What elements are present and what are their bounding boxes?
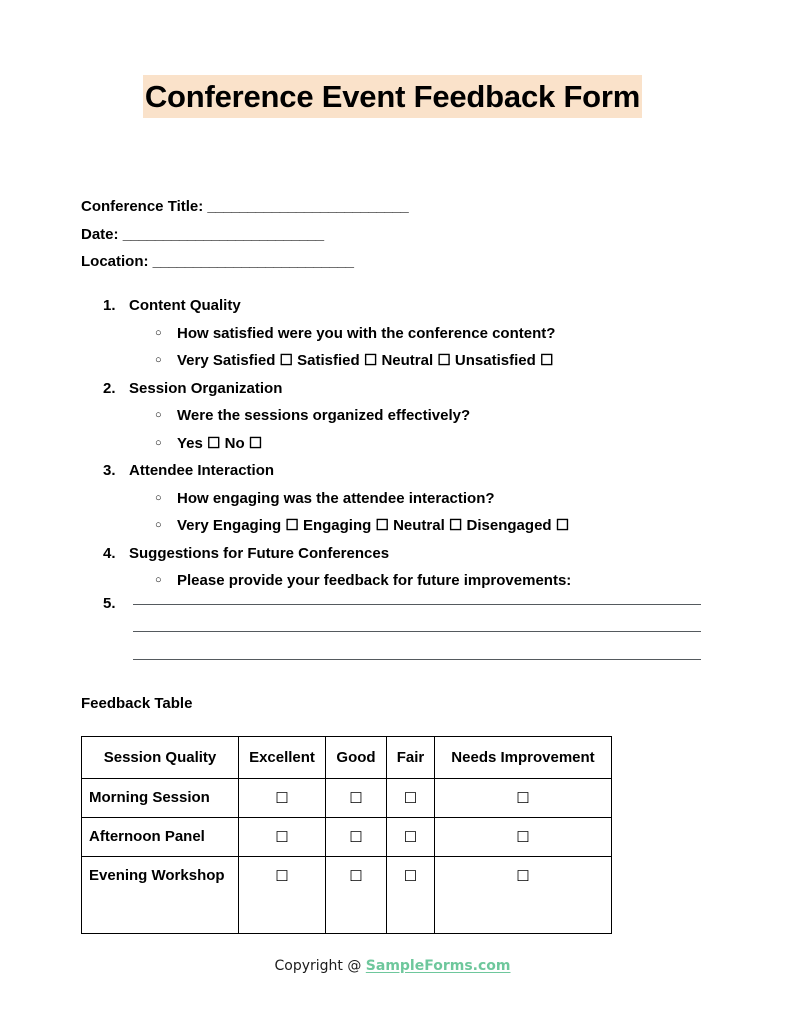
- checkbox-cell[interactable]: ☐: [326, 779, 387, 818]
- column-header-excellent: Excellent: [239, 737, 326, 779]
- circle-bullet-icon: ○: [155, 436, 162, 449]
- freeform-answer-lines[interactable]: [133, 604, 701, 660]
- question-number-5: 5.: [103, 595, 116, 612]
- question-subitem: [81, 567, 741, 595]
- question-item-2: [81, 375, 741, 458]
- copyright-text: Copyright @: [274, 958, 366, 974]
- circle-bullet-icon: ○: [155, 354, 162, 366]
- checkbox-cell[interactable]: ☐: [387, 779, 435, 818]
- question-number: 4.: [103, 544, 116, 562]
- column-header-session-quality: Session Quality: [82, 737, 239, 779]
- question-options-label[interactable]: Very Satisfied ☐ Satisfied ☐ Neutral ☐ Unsatisfied ☐: [177, 352, 554, 369]
- question-options: [81, 512, 741, 540]
- checkbox-cell[interactable]: ☐: [435, 779, 612, 818]
- question-subitem: [81, 402, 741, 430]
- question-subitem: [81, 485, 741, 513]
- circle-bullet-icon: ○: [155, 409, 162, 421]
- question-number: 2.: [103, 379, 116, 397]
- field-label: Conference Title:: [81, 198, 204, 215]
- field-conference-title: [81, 193, 408, 221]
- field-date: [81, 221, 408, 249]
- question-list: [81, 292, 741, 595]
- checkbox-cell[interactable]: ☐: [435, 857, 612, 934]
- column-header-good: Good: [326, 737, 387, 779]
- table-header-row: [82, 737, 612, 779]
- question-subitem-label: Please provide your feedback for future improvements:: [177, 572, 572, 589]
- question-number: 3.: [103, 462, 116, 479]
- checkbox-cell[interactable]: ☐: [239, 779, 326, 818]
- table-row: [82, 818, 612, 857]
- table-row: [82, 779, 612, 818]
- question-item-1: [81, 292, 741, 375]
- question-options: [81, 347, 741, 375]
- feedback-table: [81, 736, 612, 934]
- question-subitem-label: How satisfied were you with the conference content?: [177, 324, 556, 342]
- title-container: [0, 75, 785, 118]
- field-label: Date:: [81, 225, 119, 243]
- footer: [0, 957, 785, 974]
- checkbox-cell[interactable]: ☐: [387, 818, 435, 857]
- field-blank-input[interactable]: _________________________: [122, 225, 324, 243]
- question-options: [81, 430, 741, 458]
- question-heading-label: Suggestions for Future Conferences: [129, 544, 390, 562]
- column-header-fair: Fair: [387, 737, 435, 779]
- question-heading: [81, 457, 741, 485]
- question-heading: [81, 292, 741, 320]
- question-subitem-label: How engaging was the attendee interaction?: [177, 489, 495, 507]
- question-options-label[interactable]: Very Engaging ☐ Engaging ☐ Neutral ☐ Disengaged ☐: [177, 517, 570, 534]
- checkbox-cell[interactable]: ☐: [239, 857, 326, 934]
- checkbox-cell[interactable]: ☐: [239, 818, 326, 857]
- question-number: 1.: [103, 297, 116, 314]
- circle-bullet-icon: ○: [155, 519, 162, 531]
- sampleforms-link[interactable]: SampleForms.com: [365, 958, 511, 974]
- feedback-table-caption: Feedback Table: [81, 695, 193, 712]
- checkbox-cell[interactable]: ☐: [326, 818, 387, 857]
- table-row: [82, 857, 612, 934]
- question-heading: [81, 540, 741, 568]
- checkbox-cell[interactable]: ☐: [435, 818, 612, 857]
- checkbox-cell[interactable]: ☐: [387, 857, 435, 934]
- question-options-label[interactable]: Yes ☐ No ☐: [177, 434, 263, 452]
- form-fields: [81, 193, 408, 276]
- question-heading: [81, 375, 741, 403]
- question-item-3: [81, 457, 741, 540]
- question-subitem: [81, 320, 741, 348]
- circle-bullet-icon: ○: [155, 491, 162, 504]
- question-heading-label: Content Quality: [129, 297, 241, 314]
- column-header-needs-improvement: Needs Improvement: [435, 737, 612, 779]
- page-title: Conference Event Feedback Form: [143, 75, 642, 118]
- question-heading-label: Attendee Interaction: [129, 462, 275, 479]
- writing-line[interactable]: [133, 631, 701, 632]
- checkbox-cell[interactable]: ☐: [326, 857, 387, 934]
- circle-bullet-icon: ○: [155, 574, 162, 586]
- circle-bullet-icon: ○: [155, 326, 162, 339]
- field-location: [81, 248, 408, 276]
- question-item-4: [81, 540, 741, 595]
- writing-line[interactable]: [133, 659, 701, 660]
- question-subitem-label: Were the sessions organized effectively?: [177, 407, 471, 424]
- field-blank-input[interactable]: _________________________: [207, 198, 409, 215]
- field-label: Location:: [81, 253, 149, 270]
- row-label-afternoon-panel: Afternoon Panel: [82, 818, 239, 857]
- writing-line[interactable]: [133, 604, 701, 605]
- row-label-morning-session: Morning Session: [82, 779, 239, 818]
- field-blank-input[interactable]: _________________________: [152, 253, 354, 270]
- row-label-evening-workshop: Evening Workshop: [82, 857, 239, 934]
- question-heading-label: Session Organization: [129, 379, 283, 397]
